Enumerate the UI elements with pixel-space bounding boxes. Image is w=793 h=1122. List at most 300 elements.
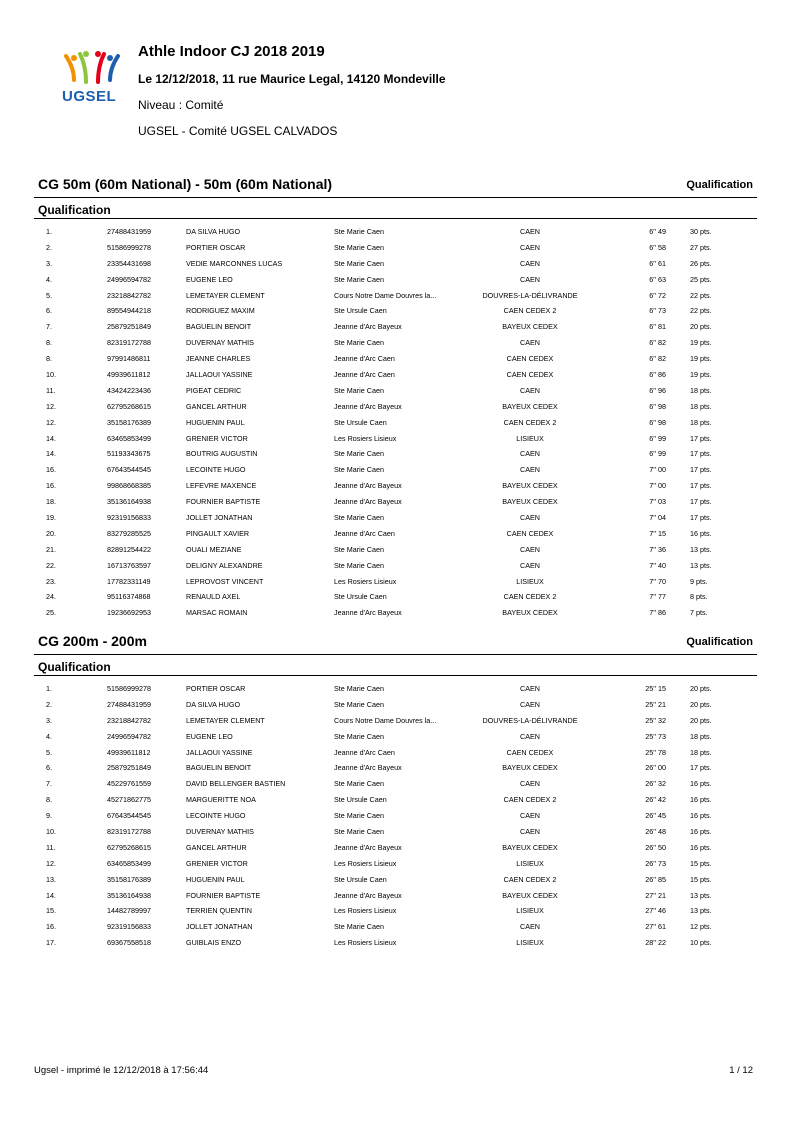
cell-club-name: Ste Marie Caen — [334, 449, 384, 459]
cell-city: CAEN — [520, 242, 540, 252]
cell-performance: 26'' 48 — [645, 827, 666, 837]
cell-points: 18 pts. — [690, 417, 712, 427]
cell-city: BAYEUX CEDEX — [502, 608, 558, 618]
cell-rank: 3. — [46, 715, 52, 725]
cell-club-name: Jeanne d'Arc Bayeux — [334, 481, 402, 491]
results-table — [34, 681, 757, 951]
cell-athlete-name: JOLLET JONATHAN — [186, 922, 253, 932]
cell-points: 19 pts. — [690, 354, 712, 364]
cell-licence-number: 45229761559 — [107, 779, 151, 789]
cell-points: 12 pts. — [690, 922, 712, 932]
cell-points: 8 pts. — [690, 592, 708, 602]
cell-city: LISIEUX — [516, 938, 544, 948]
page-title: Athle Indoor CJ 2018 2019 — [138, 43, 325, 60]
cell-performance: 7'' 36 — [649, 544, 666, 554]
cell-licence-number: 97991486811 — [107, 354, 151, 364]
cell-rank: 25. — [46, 608, 56, 618]
cell-rank: 5. — [46, 290, 52, 300]
cell-rank: 6. — [46, 306, 52, 316]
cell-points: 19 pts. — [690, 338, 712, 348]
cell-city: CAEN CEDEX — [506, 747, 554, 757]
cell-club-name: Ste Marie Caen — [334, 827, 384, 837]
table-row — [34, 888, 757, 904]
table-row — [34, 240, 757, 256]
table-row — [34, 776, 757, 792]
cell-club-name: Les Rosiers Lisieux — [334, 906, 397, 916]
cell-city: CAEN CEDEX 2 — [503, 795, 557, 805]
cell-licence-number: 25879251849 — [107, 763, 151, 773]
cell-performance: 6'' 98 — [649, 401, 666, 411]
table-row — [34, 745, 757, 761]
table-row — [34, 605, 757, 621]
cell-city: BAYEUX CEDEX — [502, 497, 558, 507]
cell-city: CAEN — [520, 544, 540, 554]
cell-city: BAYEUX CEDEX — [502, 763, 558, 773]
cell-club-name: Ste Marie Caen — [334, 544, 384, 554]
cell-rank: 2. — [46, 699, 52, 709]
cell-points: 13 pts. — [690, 560, 712, 570]
section-header — [34, 632, 757, 655]
cell-rank: 14. — [46, 449, 56, 459]
cell-rank: 15. — [46, 906, 56, 916]
table-row — [34, 526, 757, 542]
cell-athlete-name: PORTIER OSCAR — [186, 242, 246, 252]
subsection-title: Qualification — [38, 203, 111, 217]
cell-city: CAEN — [520, 731, 540, 741]
cell-city: LISIEUX — [516, 433, 544, 443]
cell-city: CAEN — [520, 811, 540, 821]
cell-rank: 22. — [46, 560, 56, 570]
table-row — [34, 319, 757, 335]
cell-points: 30 pts. — [690, 227, 712, 236]
table-row — [34, 935, 757, 951]
cell-rank: 3. — [46, 258, 52, 268]
cell-points: 20 pts. — [690, 715, 712, 725]
ugsel-logo-figures — [60, 50, 126, 90]
cell-city: CAEN — [520, 338, 540, 348]
cell-points: 18 pts. — [690, 401, 712, 411]
cell-licence-number: 95116374868 — [107, 592, 151, 602]
cell-city: CAEN — [520, 449, 540, 459]
cell-points: 16 pts. — [690, 842, 712, 852]
cell-points: 15 pts. — [690, 858, 712, 868]
cell-points: 19 pts. — [690, 370, 712, 380]
cell-rank: 5. — [46, 747, 52, 757]
table-row — [34, 760, 757, 776]
cell-club-name: Ste Marie Caen — [334, 242, 384, 252]
cell-performance: 26'' 42 — [645, 795, 666, 805]
cell-performance: 7'' 77 — [649, 592, 666, 602]
cell-rank: 4. — [46, 274, 52, 284]
cell-licence-number: 25879251849 — [107, 322, 151, 332]
cell-rank: 12. — [46, 401, 56, 411]
cell-athlete-name: DUVERNAY MATHIS — [186, 827, 254, 837]
cell-performance: 27'' 61 — [645, 922, 666, 932]
cell-performance: 6'' 58 — [649, 242, 666, 252]
cell-performance: 27'' 21 — [645, 890, 666, 900]
cell-city: CAEN CEDEX 2 — [503, 592, 557, 602]
table-row — [34, 697, 757, 713]
cell-club-name: Jeanne d'Arc Bayeux — [334, 842, 402, 852]
cell-licence-number: 82891254422 — [107, 544, 151, 554]
cell-performance: 25'' 73 — [645, 731, 666, 741]
cell-licence-number: 92319156833 — [107, 922, 151, 932]
table-row — [34, 415, 757, 431]
cell-licence-number: 43424223436 — [107, 385, 151, 395]
table-row — [34, 856, 757, 872]
cell-points: 16 pts. — [690, 779, 712, 789]
cell-licence-number: 23218842782 — [107, 290, 151, 300]
cell-club-name: Ste Marie Caen — [334, 338, 384, 348]
cell-performance: 25'' 78 — [645, 747, 666, 757]
cell-licence-number: 51193343675 — [107, 449, 151, 459]
cell-athlete-name: VEDIE MARCONNES LUCAS — [186, 258, 283, 268]
cell-performance: 6'' 96 — [649, 385, 666, 395]
cell-club-name: Ste Ursule Caen — [334, 306, 387, 316]
cell-city: CAEN — [520, 684, 540, 693]
table-row — [34, 367, 757, 383]
table-row — [34, 303, 757, 319]
cell-performance: 6'' 61 — [649, 258, 666, 268]
cell-licence-number: 23218842782 — [107, 715, 151, 725]
section-50m — [34, 175, 757, 621]
section-header — [34, 175, 757, 198]
cell-club-name: Ste Marie Caen — [334, 560, 384, 570]
cell-rank: 17. — [46, 938, 56, 948]
cell-club-name: Jeanne d'Arc Bayeux — [334, 401, 402, 411]
table-row — [34, 713, 757, 729]
cell-city: CAEN — [520, 513, 540, 523]
cell-athlete-name: DELIGNY ALEXANDRE — [186, 560, 263, 570]
cell-performance: 6'' 99 — [649, 449, 666, 459]
section-200m — [34, 632, 757, 951]
cell-club-name: Ste Marie Caen — [334, 699, 384, 709]
cell-licence-number: 83279285525 — [107, 528, 151, 538]
cell-licence-number: 82319172788 — [107, 827, 151, 837]
cell-athlete-name: JALLAOUI YASSINE — [186, 370, 253, 380]
cell-city: CAEN — [520, 258, 540, 268]
cell-athlete-name: RENAULD AXEL — [186, 592, 241, 602]
cell-licence-number: 35136164938 — [107, 890, 151, 900]
cell-athlete-name: FOURNIER BAPTISTE — [186, 497, 261, 507]
cell-city: CAEN CEDEX — [506, 354, 554, 364]
table-row — [34, 224, 757, 240]
cell-rank: 19. — [46, 513, 56, 523]
cell-athlete-name: HUGUENIN PAUL — [186, 874, 245, 884]
cell-club-name: Jeanne d'Arc Bayeux — [334, 322, 402, 332]
cell-club-name: Jeanne d'Arc Bayeux — [334, 608, 402, 618]
cell-licence-number: 67643544545 — [107, 811, 151, 821]
cell-licence-number: 69367558518 — [107, 938, 151, 948]
cell-rank: 8. — [46, 795, 52, 805]
cell-rank: 24. — [46, 592, 56, 602]
cell-rank: 1. — [46, 227, 52, 236]
cell-performance: 6'' 86 — [649, 370, 666, 380]
cell-licence-number: 24996594782 — [107, 731, 151, 741]
cell-club-name: Ste Marie Caen — [334, 274, 384, 284]
cell-athlete-name: TERRIEN QUENTIN — [186, 906, 252, 916]
table-row — [34, 681, 757, 697]
cell-licence-number: 14482789997 — [107, 906, 151, 916]
table-row — [34, 919, 757, 935]
cell-rank: 20. — [46, 528, 56, 538]
cell-city: BAYEUX CEDEX — [502, 322, 558, 332]
cell-points: 15 pts. — [690, 874, 712, 884]
table-row — [34, 872, 757, 888]
cell-athlete-name: GANCEL ARTHUR — [186, 842, 247, 852]
table-row — [34, 351, 757, 367]
cell-rank: 7. — [46, 322, 52, 332]
cell-points: 13 pts. — [690, 890, 712, 900]
cell-points: 17 pts. — [690, 481, 712, 491]
cell-points: 22 pts. — [690, 290, 712, 300]
cell-athlete-name: JEANNE CHARLES — [186, 354, 251, 364]
cell-rank: 1. — [46, 684, 52, 693]
cell-points: 20 pts. — [690, 699, 712, 709]
cell-licence-number: 16713763597 — [107, 560, 151, 570]
cell-points: 17 pts. — [690, 449, 712, 459]
cell-performance: 26'' 73 — [645, 858, 666, 868]
cell-athlete-name: MARGUERITTE NOA — [186, 795, 256, 805]
cell-athlete-name: DA SILVA HUGO — [186, 699, 241, 709]
cell-performance: 6'' 82 — [649, 354, 666, 364]
cell-athlete-name: LECOINTE HUGO — [186, 811, 246, 821]
table-row — [34, 729, 757, 745]
cell-city: CAEN CEDEX — [506, 528, 554, 538]
cell-city: LISIEUX — [516, 906, 544, 916]
cell-rank: 14. — [46, 890, 56, 900]
cell-rank: 16. — [46, 922, 56, 932]
cell-licence-number: 19236692953 — [107, 608, 151, 618]
table-row — [34, 478, 757, 494]
cell-points: 7 pts. — [690, 608, 708, 618]
cell-performance: 7'' 00 — [649, 465, 666, 475]
cell-rank: 11. — [46, 385, 56, 395]
cell-performance: 7'' 03 — [649, 497, 666, 507]
table-row — [34, 589, 757, 605]
table-row — [34, 510, 757, 526]
cell-club-name: Ste Marie Caen — [334, 811, 384, 821]
table-row — [34, 256, 757, 272]
cell-athlete-name: JALLAOUI YASSINE — [186, 747, 253, 757]
cell-rank: 16. — [46, 481, 56, 491]
cell-city: LISIEUX — [516, 858, 544, 868]
cell-licence-number: 27488431959 — [107, 699, 151, 709]
cell-licence-number: 49939611812 — [107, 370, 151, 380]
table-row — [34, 288, 757, 304]
cell-athlete-name: DAVID BELLENGER BASTIEN — [186, 779, 286, 789]
cell-club-name: Les Rosiers Lisieux — [334, 433, 397, 443]
table-row — [34, 335, 757, 351]
table-row — [34, 431, 757, 447]
cell-performance: 7'' 15 — [649, 528, 666, 538]
cell-performance: 7'' 70 — [649, 576, 666, 586]
cell-licence-number: 23354431698 — [107, 258, 151, 268]
cell-points: 13 pts. — [690, 544, 712, 554]
cell-athlete-name: BAGUELIN BENOIT — [186, 763, 252, 773]
cell-performance: 25'' 32 — [645, 715, 666, 725]
cell-performance: 27'' 46 — [645, 906, 666, 916]
cell-club-name: Ste Marie Caen — [334, 684, 384, 693]
table-row — [34, 383, 757, 399]
cell-city: CAEN — [520, 827, 540, 837]
cell-licence-number: 89554944218 — [107, 306, 151, 316]
cell-performance: 6'' 99 — [649, 433, 666, 443]
cell-club-name: Jeanne d'Arc Bayeux — [334, 890, 402, 900]
cell-performance: 25'' 21 — [645, 699, 666, 709]
cell-club-name: Ste Ursule Caen — [334, 417, 387, 427]
table-row — [34, 272, 757, 288]
cell-athlete-name: DUVERNAY MATHIS — [186, 338, 254, 348]
cell-licence-number: 67643544545 — [107, 465, 151, 475]
cell-city: CAEN — [520, 385, 540, 395]
cell-city: BAYEUX CEDEX — [502, 481, 558, 491]
cell-club-name: Jeanne d'Arc Caen — [334, 747, 395, 757]
cell-performance: 6'' 73 — [649, 306, 666, 316]
cell-rank: 8. — [46, 354, 52, 364]
cell-licence-number: 82319172788 — [107, 338, 151, 348]
cell-city: LISIEUX — [516, 576, 544, 586]
subsection-header — [34, 655, 757, 676]
organizer-label: UGSEL - Comité UGSEL CALVADOS — [138, 124, 338, 138]
cell-athlete-name: JOLLET JONATHAN — [186, 513, 253, 523]
cell-city: CAEN CEDEX — [506, 370, 554, 380]
cell-city: CAEN — [520, 274, 540, 284]
cell-athlete-name: OUALI MEZIANE — [186, 544, 242, 554]
cell-club-name: Cours Notre Dame Douvres la... — [334, 715, 437, 725]
cell-club-name: Ste Marie Caen — [334, 731, 384, 741]
cell-athlete-name: LEFEVRE MAXENCE — [186, 481, 257, 491]
cell-licence-number: 92319156833 — [107, 513, 151, 523]
cell-rank: 2. — [46, 242, 52, 252]
level-label: Niveau : Comité — [138, 98, 224, 112]
cell-licence-number: 24996594782 — [107, 274, 151, 284]
cell-city: CAEN — [520, 922, 540, 932]
cell-performance: 26'' 45 — [645, 811, 666, 821]
table-row — [34, 574, 757, 590]
results-table — [34, 224, 757, 621]
table-row — [34, 399, 757, 415]
cell-athlete-name: EUGENE LEO — [186, 274, 233, 284]
cell-performance: 6'' 82 — [649, 338, 666, 348]
cell-rank: 8. — [46, 338, 52, 348]
cell-rank: 18. — [46, 497, 56, 507]
cell-points: 17 pts. — [690, 763, 712, 773]
section-phase: Qualification — [686, 636, 753, 648]
cell-points: 16 pts. — [690, 795, 712, 805]
cell-club-name: Les Rosiers Lisieux — [334, 858, 397, 868]
cell-athlete-name: MARSAC ROMAIN — [186, 608, 248, 618]
table-row — [34, 446, 757, 462]
cell-points: 9 pts. — [690, 576, 708, 586]
cell-club-name: Jeanne d'Arc Caen — [334, 528, 395, 538]
cell-points: 26 pts. — [690, 258, 712, 268]
cell-city: BAYEUX CEDEX — [502, 401, 558, 411]
cell-points: 18 pts. — [690, 747, 712, 757]
cell-licence-number: 35158176389 — [107, 417, 151, 427]
subsection-title: Qualification — [38, 660, 111, 674]
cell-performance: 7'' 86 — [649, 608, 666, 618]
cell-club-name: Ste Ursule Caen — [334, 592, 387, 602]
cell-points: 20 pts. — [690, 684, 712, 693]
cell-athlete-name: HUGUENIN PAUL — [186, 417, 245, 427]
cell-performance: 26'' 32 — [645, 779, 666, 789]
cell-city: DOUVRES-LA-DÉLIVRANDE — [482, 715, 578, 725]
cell-athlete-name: LECOINTE HUGO — [186, 465, 246, 475]
cell-licence-number: 35136164938 — [107, 497, 151, 507]
cell-points: 16 pts. — [690, 827, 712, 837]
table-row — [34, 840, 757, 856]
cell-club-name: Ste Marie Caen — [334, 779, 384, 789]
table-row — [34, 462, 757, 478]
cell-licence-number: 49939611812 — [107, 747, 151, 757]
cell-licence-number: 99868668385 — [107, 481, 151, 491]
cell-points: 10 pts. — [690, 938, 712, 948]
cell-city: BAYEUX CEDEX — [502, 842, 558, 852]
section-phase: Qualification — [686, 179, 753, 191]
cell-athlete-name: LEPROVOST VINCENT — [186, 576, 264, 586]
section-title: CG 200m - 200m — [38, 633, 147, 649]
cell-points: 17 pts. — [690, 513, 712, 523]
cell-club-name: Ste Marie Caen — [334, 258, 384, 268]
cell-rank: 14. — [46, 433, 56, 443]
cell-athlete-name: BOUTRIG AUGUSTIN — [186, 449, 258, 459]
cell-club-name: Les Rosiers Lisieux — [334, 938, 397, 948]
cell-athlete-name: LEMETAYER CLEMENT — [186, 290, 265, 300]
cell-performance: 26'' 85 — [645, 874, 666, 884]
cell-performance: 7'' 40 — [649, 560, 666, 570]
cell-club-name: Ste Marie Caen — [334, 227, 384, 236]
cell-athlete-name: GUIBLAIS ENZO — [186, 938, 242, 948]
cell-licence-number: 63465853499 — [107, 433, 151, 443]
cell-licence-number: 62795268615 — [107, 401, 151, 411]
cell-club-name: Ste Ursule Caen — [334, 795, 387, 805]
cell-city: CAEN — [520, 560, 540, 570]
cell-licence-number: 62795268615 — [107, 842, 151, 852]
cell-city: CAEN CEDEX 2 — [503, 874, 557, 884]
cell-rank: 7. — [46, 779, 52, 789]
cell-points: 27 pts. — [690, 242, 712, 252]
cell-performance: 25'' 15 — [645, 684, 666, 693]
cell-licence-number: 51586999278 — [107, 242, 151, 252]
table-row — [34, 903, 757, 919]
cell-points: 20 pts. — [690, 322, 712, 332]
cell-club-name: Les Rosiers Lisieux — [334, 576, 397, 586]
cell-athlete-name: LEMETAYER CLEMENT — [186, 715, 265, 725]
cell-athlete-name: DA SILVA HUGO — [186, 227, 241, 236]
cell-rank: 6. — [46, 763, 52, 773]
cell-performance: 6'' 49 — [649, 227, 666, 236]
cell-athlete-name: PIGEAT CEDRIC — [186, 385, 242, 395]
cell-athlete-name: PORTIER OSCAR — [186, 684, 246, 693]
cell-rank: 12. — [46, 858, 56, 868]
cell-athlete-name: FOURNIER BAPTISTE — [186, 890, 261, 900]
page-number: 1 / 12 — [729, 1065, 753, 1076]
cell-performance: 6'' 98 — [649, 417, 666, 427]
cell-points: 18 pts. — [690, 731, 712, 741]
cell-city: CAEN — [520, 227, 540, 236]
cell-club-name: Ste Marie Caen — [334, 513, 384, 523]
cell-city: CAEN CEDEX 2 — [503, 306, 557, 316]
cell-rank: 9. — [46, 811, 52, 821]
cell-rank: 4. — [46, 731, 52, 741]
cell-performance: 6'' 81 — [649, 322, 666, 332]
cell-city: CAEN — [520, 699, 540, 709]
cell-club-name: Ste Marie Caen — [334, 385, 384, 395]
cell-club-name: Jeanne d'Arc Bayeux — [334, 763, 402, 773]
cell-points: 17 pts. — [690, 497, 712, 507]
cell-athlete-name: BAGUELIN BENOIT — [186, 322, 252, 332]
